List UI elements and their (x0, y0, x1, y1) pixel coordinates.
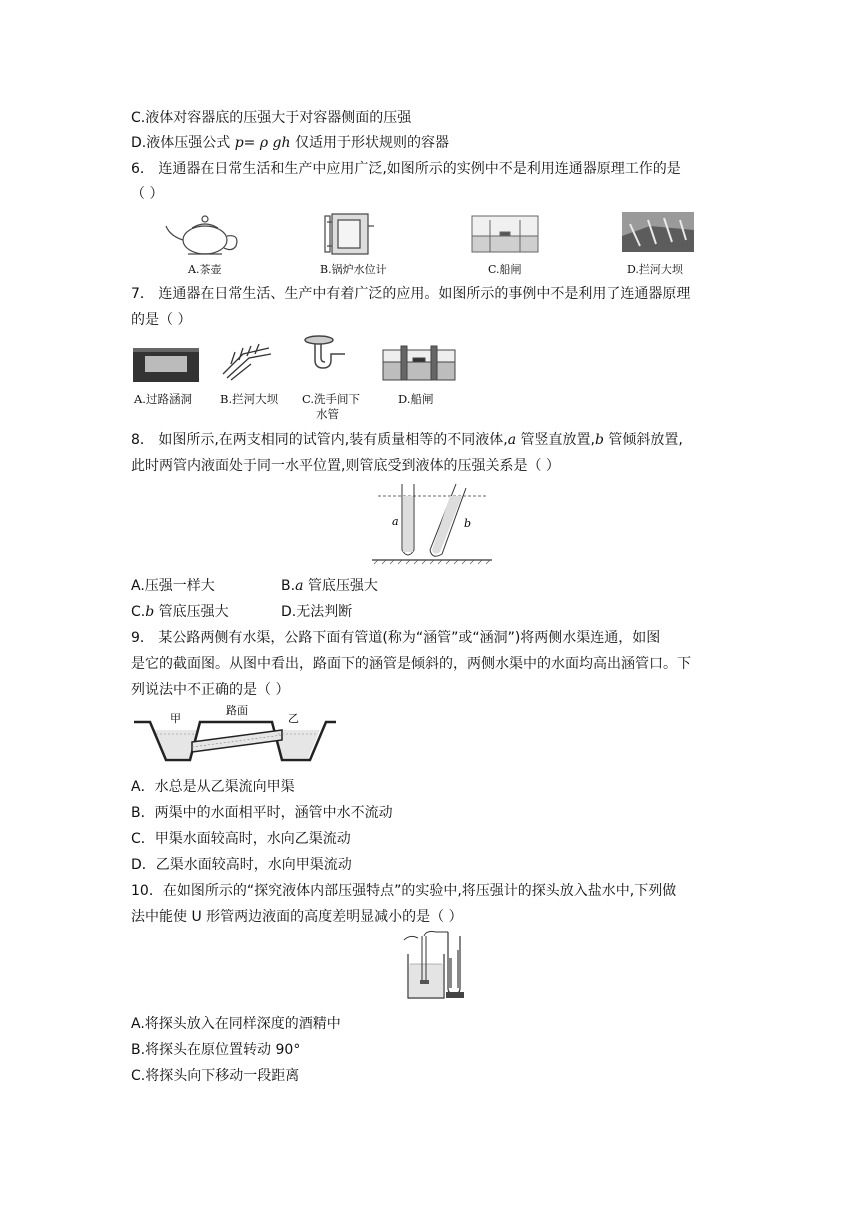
q10-option-b: B.将探头在原位置转动 90° (131, 1042, 301, 1058)
culvert-icon (133, 348, 199, 382)
q8-stem-1c: 管倾斜放置, (603, 432, 683, 448)
q8-tube-a-symbol: a (507, 432, 517, 448)
q7-caption-c1: C.洗手间下 (302, 392, 361, 406)
q8-stem-2: 此时两管内液面处于同一水平位置,则管底受到液体的压强关系是（ ） (131, 458, 560, 474)
option-d-pre: D.液体压强公式 (131, 135, 235, 151)
dam-icon (223, 344, 271, 380)
canal-jia-label: 甲 (170, 712, 181, 725)
q8-stem-1a: 8． 如图所示,在两支相同的试管内,装有质量相等的不同液体, (131, 432, 508, 448)
canal-yi-label: 乙 (288, 712, 299, 725)
q9-option-d: D．乙渠水面较高时，水向甲渠流动 (131, 857, 352, 873)
q7-caption-a: A.过路涵洞 (134, 392, 192, 406)
q10-option-c: C.将探头向下移动一段距离 (131, 1068, 300, 1084)
q8-option-c-post: 管底压强大 (154, 604, 229, 620)
q8-option-c-pre: C. (131, 604, 146, 620)
q8-option-c (131, 604, 229, 620)
q9-stem-1: 9． 某公路两侧有水渠，公路下面有管道(称为“涵管”或“涵洞”)将两侧水渠连通，如图 (131, 630, 661, 646)
pressure-formula: p= ρ gh (234, 135, 291, 151)
dam-icon (622, 212, 694, 252)
q8-figure (370, 480, 495, 565)
q6-figure (160, 206, 700, 276)
q9-stem-2: 是它的截面图。从图中看出，路面下的涵管是倾斜的，两侧水渠中的水面均高出涵管口。下 (131, 656, 691, 672)
q10-stem-1: 10．在如图所示的“探究液体内部压强特点”的实验中,将压强计的探头放入盐水中,下列做 (131, 883, 677, 899)
boiler-gauge-icon (325, 214, 374, 254)
tube-a-label: a (392, 515, 399, 528)
q7-caption-c2: 水管 (316, 407, 339, 421)
ship-lock-icon (472, 216, 538, 252)
q8-stem-1 (131, 430, 683, 450)
q10-figure (400, 928, 470, 1002)
q7-bracket: 的是（ ） (131, 312, 192, 328)
q8-option-b-pre: B. (281, 578, 296, 594)
q6-caption-d: D.拦河大坝 (627, 263, 683, 276)
q6-caption-c: C.船闸 (488, 263, 522, 276)
q8-tube-b-symbol: b (594, 432, 604, 448)
q6-caption-a: A.茶壶 (188, 263, 222, 276)
q9-option-a: A．水总是从乙渠流向甲渠 (131, 779, 295, 795)
q8-stem-1b: 管竖直放置, (516, 432, 595, 448)
q9-figure (132, 700, 338, 766)
q6-caption-b: B.锅炉水位计 (320, 263, 387, 276)
ship-lock-icon (383, 346, 455, 380)
q9-option-c: C．甲渠水面较高时，水向乙渠流动 (131, 831, 351, 847)
road-label: 路面 (226, 704, 248, 717)
q8-options-row1 (131, 576, 378, 596)
q8-option-b (281, 576, 378, 596)
q8-option-b-post: 管底压强大 (303, 578, 378, 594)
q10-option-a: A.将探头放入在同样深度的酒精中 (131, 1016, 341, 1032)
tube-b-label: b (464, 517, 472, 530)
q9-option-b: B．两渠中的水面相平时，涵管中水不流动 (131, 805, 393, 821)
option-d-text (131, 133, 449, 153)
q6-bracket: （ ） (131, 186, 164, 202)
q8-option-c-sym: b (145, 604, 155, 620)
q7-stem: 7． 连通器在日常生活、生产中有着广泛的应用。如图所示的事例中不是利用了连通器原理 (131, 286, 691, 302)
q8-options-row2 (131, 602, 353, 622)
q7-caption-b: B.拦河大坝 (220, 392, 279, 406)
q9-stem-3: 列说法中不正确的是（ ） (131, 682, 290, 698)
teapot-icon (166, 216, 237, 254)
q8-option-b-sym: a (295, 578, 304, 594)
q8-option-a: A.压强一样大 (131, 578, 215, 594)
q10-stem-2: 法中能使 U 形管两边液面的高度差明显减小的是（ ） (131, 909, 463, 925)
q7-figure (131, 334, 461, 386)
q6-stem: 6． 连通器在日常生活和生产中应用广泛,如图所示的实例中不是利用连通器原理工作的是 (131, 161, 681, 177)
option-d-post: 仅适用于形状规则的容器 (290, 135, 449, 151)
q8-option-d: D.无法判断 (281, 604, 353, 620)
sink-drain-icon (305, 336, 345, 368)
option-c-text: C.液体对容器底的压强大于对容器侧面的压强 (131, 110, 412, 126)
q7-caption-d: D.船闸 (398, 392, 434, 406)
